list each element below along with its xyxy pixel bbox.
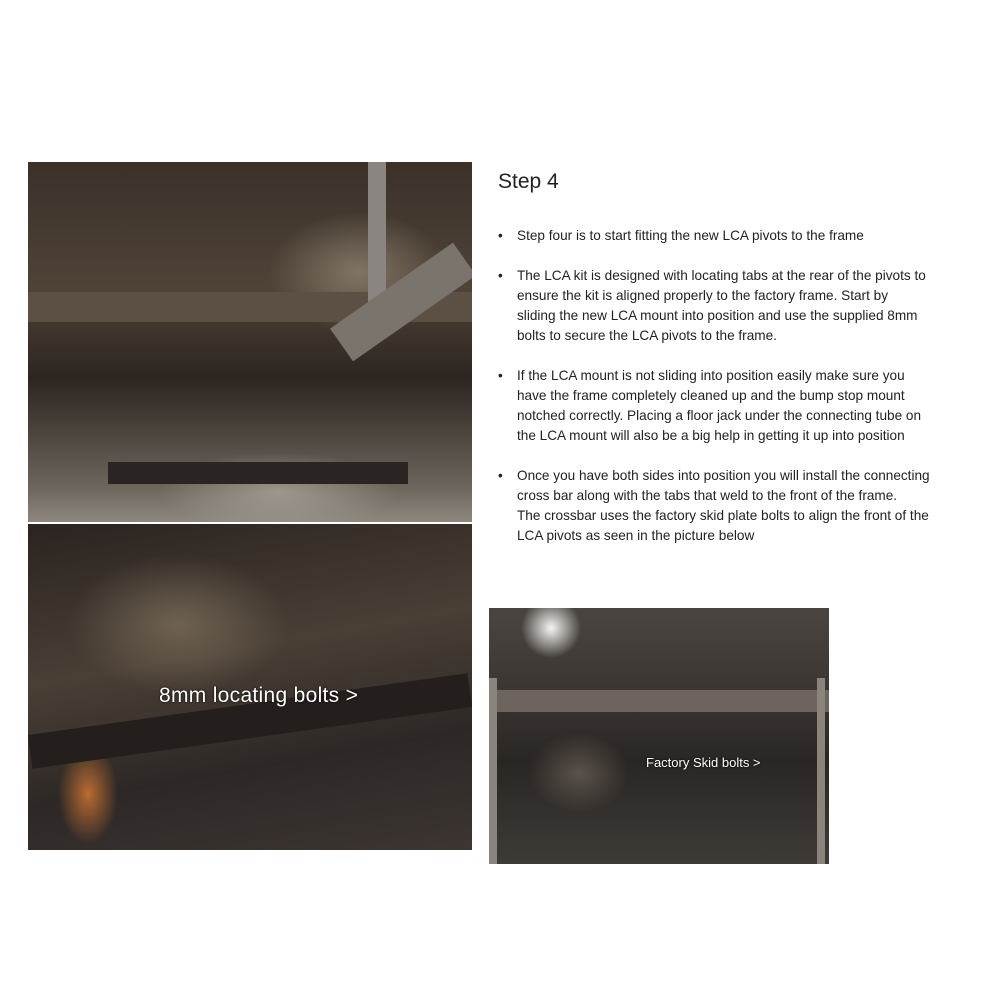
instruction-line: bolts to secure the LCA pivots to the frame. (517, 328, 777, 343)
instruction-line: Step four is to start fitting the new LCA pivots to the frame (517, 228, 864, 243)
instruction-line: ensure the kit is aligned properly to the factory frame. Start by (517, 288, 888, 303)
instruction-line: LCA pivots as seen in the picture below (517, 528, 755, 543)
instruction-line: cross bar along with the tabs that weld to the front of the frame. (517, 488, 898, 503)
instruction-item (498, 266, 998, 346)
photo-lca-pivot-underside (28, 162, 472, 522)
instruction-line: have the frame completely cleaned up and the bump stop mount (517, 388, 905, 403)
caption-locating-bolts: 8mm locating bolts > (159, 684, 359, 707)
instruction-line: the LCA mount will also be a big help in getting it up into position (517, 428, 905, 443)
bullet-icon: • (498, 368, 503, 383)
caption-factory-skid-bolts: Factory Skid bolts > (646, 755, 761, 770)
instruction-line: If the LCA mount is not sliding into position easily make sure you (517, 368, 905, 383)
instruction-item (498, 366, 998, 446)
shock-tube (368, 162, 386, 302)
connecting-crossbar (489, 690, 829, 712)
instruction-item (498, 466, 998, 546)
right-tube (817, 678, 825, 864)
instruction-line: Once you have both sides into position you will install the connecting (517, 468, 930, 483)
left-tube (489, 678, 497, 864)
instruction-line: notched correctly. Placing a floor jack under the connecting tube on (517, 408, 922, 423)
instruction-line: The crossbar uses the factory skid plate bolts to align the front of the (517, 508, 929, 523)
crossmember (108, 462, 408, 484)
photo-locating-bolts (28, 524, 472, 850)
bullet-icon: • (498, 468, 503, 483)
instruction-line: The LCA kit is designed with locating tabs at the rear of the pivots to (517, 268, 926, 283)
bullet-icon: • (498, 268, 503, 283)
photo-factory-skid-bolts (489, 608, 829, 864)
bullet-icon: • (498, 228, 503, 243)
step-title: Step 4 (498, 170, 559, 193)
instruction-item (498, 226, 998, 246)
instruction-line: sliding the new LCA mount into position and use the supplied 8mm (517, 308, 918, 323)
instruction-list (498, 226, 998, 566)
